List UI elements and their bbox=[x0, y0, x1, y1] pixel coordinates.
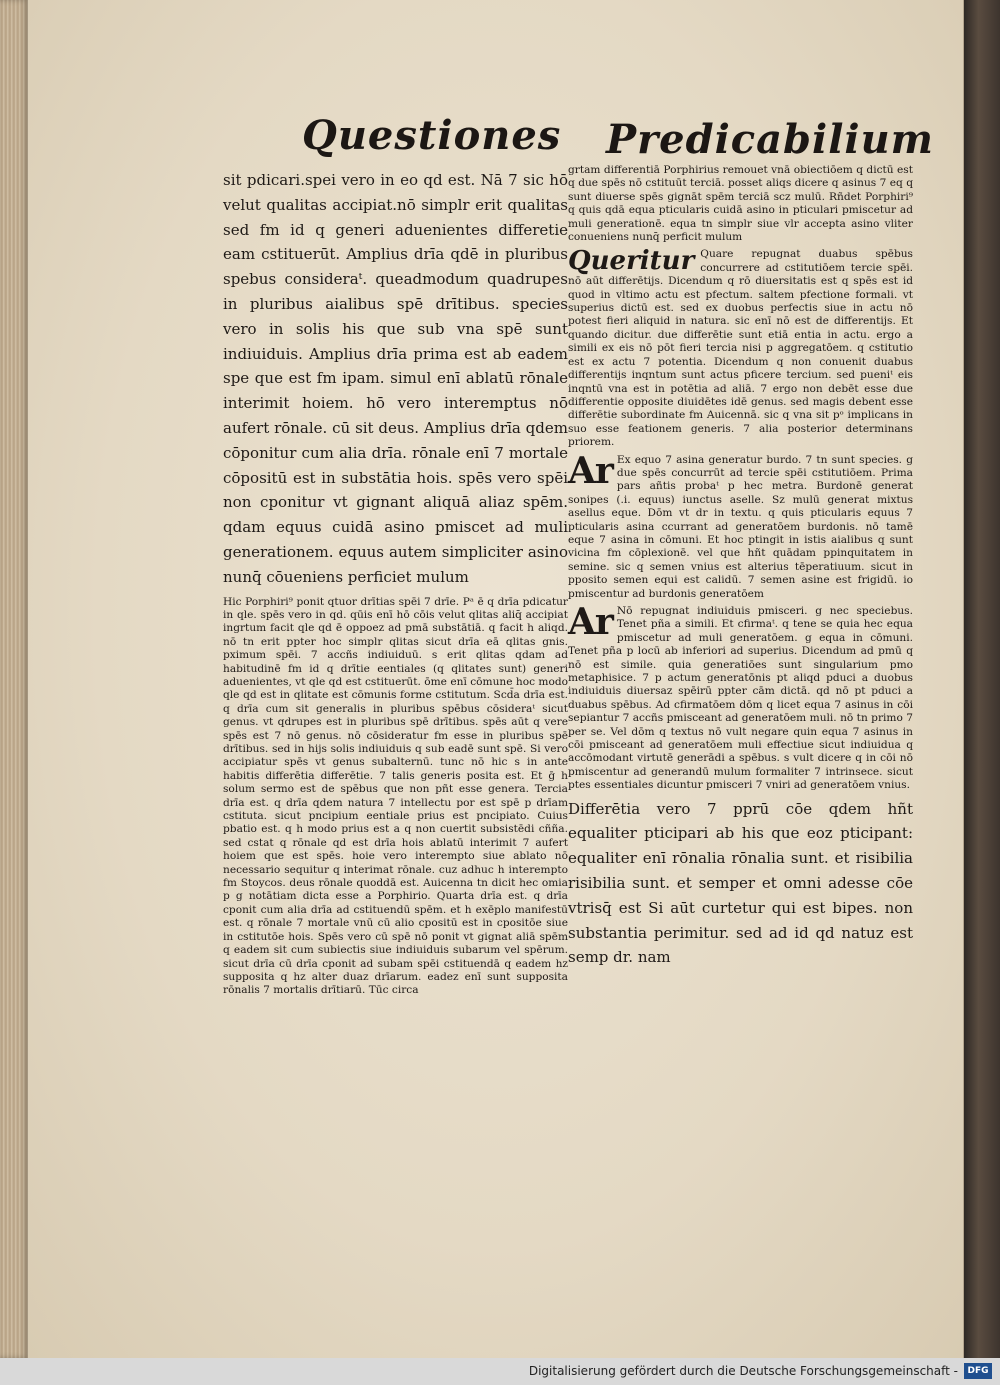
left-column bbox=[223, 168, 568, 998]
argument-two-initial: Ar bbox=[568, 601, 613, 643]
commentary-block: Hic Porphiri⁹ ponit qtuor drītias spēi 7 drīe. Pᵃ ē q drīa pdicatur in qle. spēs vero in qd. qūis enī hō cōis velut qlitas aliq̄ accipiat ingrtum facit qle qd ē oppoez ad pmā substātiā. q facit h aliqd. nō tn erit ppter hoc simplr qlitas sicut drīa eā qlitas gnis. pximum spēi. 7 accñs indiuiduū. s erit qlitas qdam ad habitudinē fm id q drītie eentiales (q qlitates sunt) generi aduenientes, vt qle qd est cstituerūt. ōme enī cōmune hoc modo qle qd est in qlitate est cōmunis forme cstitutum. Scd̄a drīa est. q drīa cum sit generalis in pluribus spēbus cōsideraᵗ sicut genus. vt qdrupes est in pluribus spē drītibus. spēs aūt q vere spēs est 7 nō genus. nō cōsideratur fm esse in pluribus spē drītibus. sed in hijs solis indiuiduis q sub eadē sunt spē. Si vero accipiatur spēs vt genus subalternū. tunc nō hic s in ante habitis differētia differētie. 7 talis generis posita est. Et ḡ h solum sermo est de spēbus que non pñt esse genera. Tercia drīa est. q drīa qdem natura 7 intellectu por est spē p drīam cstituta. sicut pncipium eentiale prius est pncipiato. Cuius pbatio est. q h modo prius est a q non cuertit subsistēdi cñña. sed cstat q rōnale qd est drīa hois ablatū interimit 7 aufert hoiem que est spēs. hoie vero interempto siue ablato nō necessario sequitur q interimat rōnale. cuz adhuc h interempto fm Stoycos. deus rōnale quoddā est. Auicenna tn dicit hec omia p g notātiam dicta esse a Porphirio. Quarta drīa est. q drīa cponit cum alia drīa ad cstituendū spēm. et h exēplo manifestū est. q rōnale 7 mortale vnū cū alio cpositū est in cpositōe siue in cstitutōe hois. Spēs vero cū spē nō ponit vt gignat aliā spēm q eadem sit cum subiectis siue indiuiduis subarum vel spērum. sicut drīa cū drīa cponit ad subam spēi cstituendā q eadem hz supposita q hz alter duaz drīarum. eadez enī sunt supposita rōnalis 7 mortalis drītiarū. Tūc circa bbox=[223, 595, 568, 997]
closing-text-block: Differētia vero 7 pprū cōe qdem hñt equaliter pticipari ab his que eoz pticipant: equaliter enī rōnalia rōnalia sunt. et risibilia risibilia sunt. et semper et omni adesse cōe vtrisq̄ est Si aūt curtetur qui est bipes. non substantia perimitur. sed ad id qd natuz est semp dr. nam bbox=[568, 799, 913, 967]
quaeritur-text: Quare repugnat duabus spēbus concurrere ad cstitutiōem tercie spēi. nō aūt differētijs. Dicendum q rō diuersitatis est q spēs est id quod in vltimo actu est pfectum. saltem pfectione formali. vt superius dictū est. sed ex duobus perfectis siue in actu nō potest fieri aliquid in natura. sic enī nō est de differentijs. Et quando dicitur. due differētie sunt etiā entia in actu. ergo a simili ex eis nō pōt fieri tercia nisi p aggregatōem. q cstitutio est ex actu 7 potentia. Dicendum q non conuenit duabus differentijs inqntum sunt actus pficere tercium. sed pueniᵗ eis inqntū vna est in potētia ad aliā. 7 ergo non debēt esse due differentie opposite diuidētes idē genus. sed magis debent esse differētie subordinate fm Auicennā. sic q vna sit pᵒ implicans in suo esse feationem generis. 7 alia posterior determinans priorem. bbox=[568, 248, 913, 449]
right-opening-paragraph: grtam differentiā Porphirius remouet vnā obiectiōem q dictū est q due spēs nō cstituūt terciā. posset aliqs dicere q asinus 7 eq q sunt diuerse spēs gignāt spēm terciā scz mulū. Rñdet Porphiri⁹ q quis qdā equa pticularis cuidā asino in pticulari pmiscetur ad muli generationē. equa tn simplr siue vlr accepta asino vliter conueniens nunq̄ perficit mulum bbox=[568, 164, 913, 244]
printed-page bbox=[28, 0, 963, 1358]
footer-credit: Digitalisierung gefördert durch die Deutsche Forschungsgemeinschaft - bbox=[528, 1364, 958, 1378]
quaeritur-heading: Queritur bbox=[568, 246, 695, 277]
right-column bbox=[568, 164, 913, 970]
main-text-block: sit pdicari.spei vero in eo qd est. Nā 7 sic hō velut qualitas accipiat.nō simplr erit qualitas sed fm id q generi aduenientes differetie eam cstituerūt. Amplius drīa qdē in pluribus spebus consideraᵗ. queadmodum quadrupes in pluribus aialibus spē drītibus. species vero in solis his que sub vna spē sunt indiuiduis. Amplius drīa prima est ab eadem spe que est fm ipam. simul enī ablatū rōnale interimit hoiem. hō vero interemptus nō aufert rōnale. cū sit deus. Amplius drīa qdem cōponitur cum alia drīa. rōnale enī 7 mortale cōpositū est in substātia hois. spēs vero spēi non cponitur vt gignant aliquā aliaz spēm. qdam equus cuidā asino pmiscet ad muli generationem. equus autem simpliciter asino nunq̄ cōueniens perficiet mulum bbox=[223, 171, 568, 586]
header-right-title: Predicabilium bbox=[606, 116, 934, 163]
running-header bbox=[28, 112, 963, 172]
argument-one-text: Ex equo 7 asina generatur burdo. 7 tn sunt species. g due spēs concurrūt ad tercie spēi cstitutiōem. Prima pars añtis probaᵗ p hec metra. Burdonē generat sonipes (.i. equus) iunctus aselle. Sz mulū generat mixtus asellus eque. Dōm vt dr in textu. q quis pticularis equus 7 pticularis asina ccurrant ad generatōem burdonis. nō tamē eque 7 asina in cōmuni. Et hoc ptingit in istis aialibus q sunt vicina fm cōplexionē. vel que hñt quādam ppinquitatem in semine. sic q semen vnius est alterius tēperatiuum. sicut in pposito semen equi est calidū. 7 semen asine est frigidū. io pmiscentur ad burdonis generatōem bbox=[568, 453, 913, 600]
argument-two-text: Nō repugnat indiuiduis pmisceri. g nec speciebus. Tenet pña a simili. Et cfirmaᵗ. q tene se quia hec equa pmiscetur ad muli generatōem. g equa in cōmuni. Tenet pña p locū ab inferiori ad superius. Dicendum ad pmū q nō est simile. quia generatiōes sunt singularium pmo metaphisice. 7 p actum generatōnis pt aliqd pduci a duobus indiuiduis diuersaz spēirū ppter cām dictā. qd nō pt pduci a duabus spēbus. Ad cfirmatōem dōm q licet equa 7 asinus in cōi sepiantur 7 accñs pmisceant ad generatōem muli. nō tn primo 7 per se. Vel dōm q textus nō vult negare quin equa 7 asinus in cōi pmisceant ad generatōem muli effectiue sicut indiuidua q accōmodant virtutē generādi a spēbus. s vult dicere q in cōi nō pmiscentur ad generandū mulum formaliter 7 intrinsece. sicut ptes essentiales dicuntur pmisceri 7 vniri ad generatōem vnius. bbox=[568, 605, 913, 792]
page-stack-edge bbox=[0, 0, 28, 1358]
header-left-title: Questiones bbox=[302, 112, 562, 159]
argument-one-initial: Ar bbox=[568, 449, 613, 492]
quaeritur-block bbox=[568, 248, 913, 449]
book-spine-edge bbox=[964, 0, 1000, 1358]
digitization-footer bbox=[0, 1358, 1000, 1385]
argument-one-block bbox=[568, 449, 913, 601]
argument-two-block bbox=[568, 601, 913, 793]
dfg-logo-icon: DFG bbox=[964, 1363, 992, 1379]
